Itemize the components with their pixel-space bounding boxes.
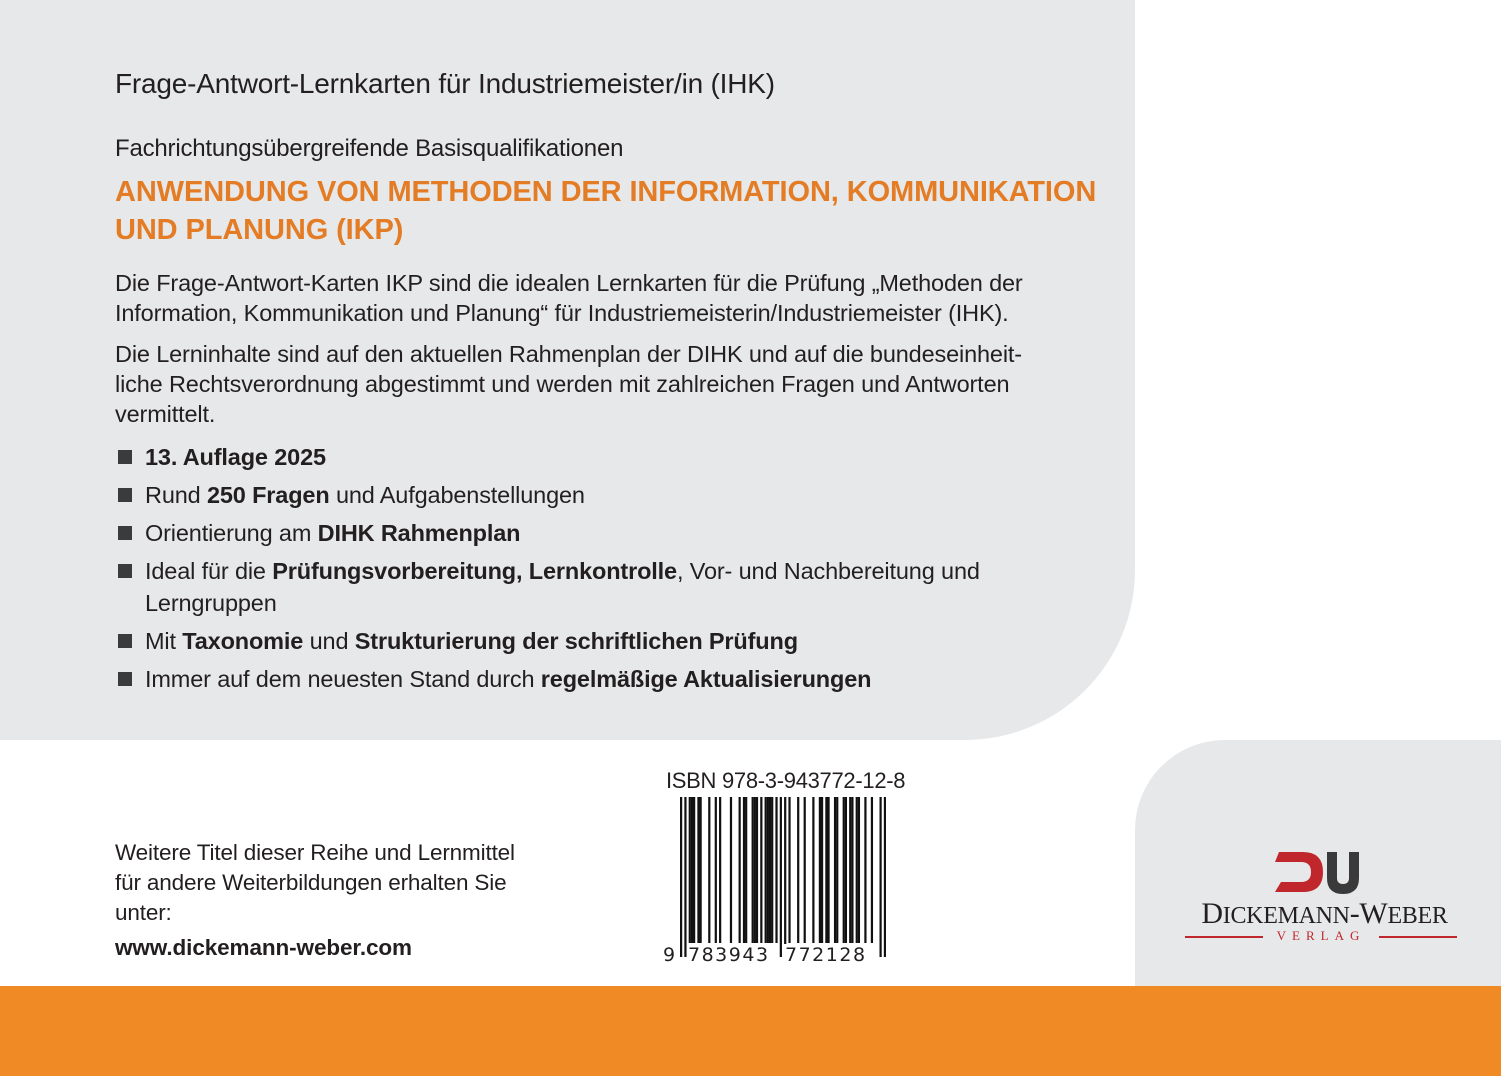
barcode-bar bbox=[825, 797, 827, 943]
description-line: Information, Kommunikation und Planung“ für Industriemeisterin/Industriemeister (IHK). bbox=[115, 300, 1009, 326]
barcode-bar bbox=[771, 797, 773, 943]
more-titles-note bbox=[115, 838, 555, 928]
barcode-bar bbox=[691, 797, 693, 943]
barcode-bar bbox=[767, 797, 769, 943]
imprint-text: VERLAG bbox=[1276, 928, 1366, 943]
feature-list bbox=[115, 441, 1115, 701]
bullet-square-icon bbox=[118, 488, 132, 502]
barcode-bar bbox=[769, 797, 771, 943]
dw-monogram-icon bbox=[1273, 848, 1369, 896]
barcode-bar bbox=[680, 797, 682, 957]
barcode-bar bbox=[864, 797, 866, 943]
publisher-imprint bbox=[1185, 928, 1457, 944]
barcode-bar bbox=[765, 797, 767, 943]
barcode-bar bbox=[871, 797, 873, 943]
barcode-bar bbox=[697, 797, 699, 943]
description-line: Die Frage-Antwort-Karten IKP sind die idealen Lernkarten für die Prüfung „Methoden der bbox=[115, 270, 1023, 296]
barcode-bar bbox=[693, 797, 695, 943]
feature-text-bold: DIHK Rahmenplan bbox=[317, 520, 521, 546]
description-line: liche Rechtsverordnung abgestimmt und werden mit zahlreichen Fragen und Antworten bbox=[115, 371, 1010, 397]
imprint-rule-right bbox=[1379, 936, 1457, 938]
subtitle: Fachrichtungsübergreifende Basisqualifikationen bbox=[115, 135, 624, 162]
description-line: vermittelt. bbox=[115, 401, 216, 427]
main-title bbox=[115, 173, 1125, 249]
feature-text: , Vor- und Nachbereitung und bbox=[676, 558, 980, 584]
publisher-name-part: -W bbox=[1349, 897, 1388, 930]
barcode-bar bbox=[775, 797, 777, 943]
publisher-name-part: D bbox=[1201, 897, 1223, 930]
barcode-bar bbox=[715, 797, 717, 943]
barcode-digit-group-1: 783943 bbox=[688, 944, 770, 966]
feature-text: Orientierung am bbox=[145, 520, 318, 546]
barcode-bar bbox=[849, 797, 851, 943]
feature-text: Immer auf dem neuesten Stand durch bbox=[145, 666, 541, 692]
feature-text: Ideal für die bbox=[145, 558, 273, 584]
barcode-bar bbox=[784, 797, 786, 957]
barcode-bar bbox=[700, 797, 702, 943]
feature-text: Lerngruppen bbox=[145, 590, 277, 616]
barcode-bar bbox=[856, 797, 858, 943]
barcode-bar bbox=[804, 797, 806, 943]
isbn-label: ISBN 978-3-943772-12-8 bbox=[666, 768, 906, 793]
barcode-bar bbox=[834, 797, 836, 943]
feature-text-bold: Taxonomie bbox=[182, 628, 304, 654]
description-line: Die Lerninhalte sind auf den aktuellen Rahmenplan der DIHK und auf die bundeseinheit- bbox=[115, 341, 1022, 367]
feature-text: Rund bbox=[145, 482, 207, 508]
feature-text: und Aufgabenstellungen bbox=[329, 482, 585, 508]
barcode-bar bbox=[780, 797, 782, 957]
barcode-bar bbox=[760, 797, 762, 943]
feature-text: 13. Auflage 2025 bbox=[145, 444, 326, 470]
bullet-square-icon bbox=[118, 526, 132, 540]
barcode-bar bbox=[745, 797, 747, 943]
isbn-barcode bbox=[680, 797, 886, 957]
barcode-bar bbox=[851, 797, 853, 943]
note-line: für andere Weiterbildungen erhalten Sie bbox=[115, 870, 507, 895]
barcode-bar bbox=[843, 797, 845, 943]
barcode-bar bbox=[858, 797, 860, 943]
feature-text: Mit bbox=[145, 628, 183, 654]
barcode-bar bbox=[689, 797, 691, 943]
barcode-bar bbox=[821, 797, 823, 943]
description-paragraph-1 bbox=[115, 268, 1115, 328]
barcode-bar bbox=[708, 797, 710, 943]
feature-item-rahmenplan bbox=[115, 517, 1115, 549]
barcode-digit-first: 9 bbox=[663, 944, 677, 966]
feature-text-bold: Strukturierung der schriftlichen Prüfung bbox=[354, 628, 798, 654]
series-title: Frage-Antwort-Lernkarten für Industriemeister/in (IHK) bbox=[115, 68, 775, 99]
barcode-bar bbox=[819, 797, 821, 943]
barcode-bar bbox=[743, 797, 745, 943]
bullet-square-icon bbox=[118, 634, 132, 648]
barcode-bar bbox=[797, 797, 799, 943]
feature-item-use-cases bbox=[115, 555, 1115, 619]
barcode-bar bbox=[879, 797, 881, 957]
feature-item-edition bbox=[115, 441, 1115, 473]
feature-item-updates bbox=[115, 663, 1115, 695]
barcode-bar bbox=[752, 797, 754, 943]
bullet-square-icon bbox=[118, 564, 132, 578]
description-paragraph-2 bbox=[115, 339, 1115, 429]
feature-text: und bbox=[303, 628, 355, 654]
barcode-bar bbox=[719, 797, 721, 943]
barcode-bar bbox=[827, 797, 829, 943]
bottom-orange-bar bbox=[0, 986, 1501, 1076]
publisher-name-part: EBER bbox=[1387, 903, 1448, 929]
imprint-rule-left bbox=[1185, 936, 1263, 938]
website-link[interactable]: www.dickemann-weber.com bbox=[115, 935, 412, 960]
barcode-bar bbox=[812, 797, 814, 943]
barcode-bar bbox=[730, 797, 732, 943]
barcode-bar bbox=[684, 797, 686, 957]
feature-text-bold: Prüfungsvorbereitung, Lernkontrolle bbox=[272, 558, 677, 584]
bullet-square-icon bbox=[118, 672, 132, 686]
note-line: Weitere Titel dieser Reihe und Lernmittel bbox=[115, 840, 515, 865]
publisher-name-part: ICKEMANN bbox=[1222, 903, 1350, 929]
barcode-bar bbox=[739, 797, 741, 943]
feature-item-questions bbox=[115, 479, 1115, 511]
barcode-bar bbox=[836, 797, 838, 943]
bullet-square-icon bbox=[118, 450, 132, 464]
barcode-digit-group-2: 772128 bbox=[785, 944, 867, 966]
feature-text-bold: regelmäßige Aktualisierungen bbox=[540, 666, 872, 692]
barcode-bar bbox=[754, 797, 756, 943]
main-title-line2: UND PLANUNG (IKP) bbox=[115, 214, 404, 246]
note-line: unter: bbox=[115, 900, 172, 925]
barcode-bar bbox=[845, 797, 847, 943]
main-title-line1: ANWENDUNG VON METHODEN DER INFORMATION, KOMMUNIKATION bbox=[115, 176, 1097, 208]
barcode-bar bbox=[884, 797, 886, 957]
feature-item-taxonomy bbox=[115, 625, 1115, 657]
barcode-bar bbox=[756, 797, 758, 943]
feature-text-bold: 250 Fragen bbox=[206, 482, 330, 508]
publisher-name bbox=[1182, 898, 1467, 932]
barcode-digits bbox=[660, 944, 890, 968]
barcode-bar bbox=[788, 797, 790, 943]
